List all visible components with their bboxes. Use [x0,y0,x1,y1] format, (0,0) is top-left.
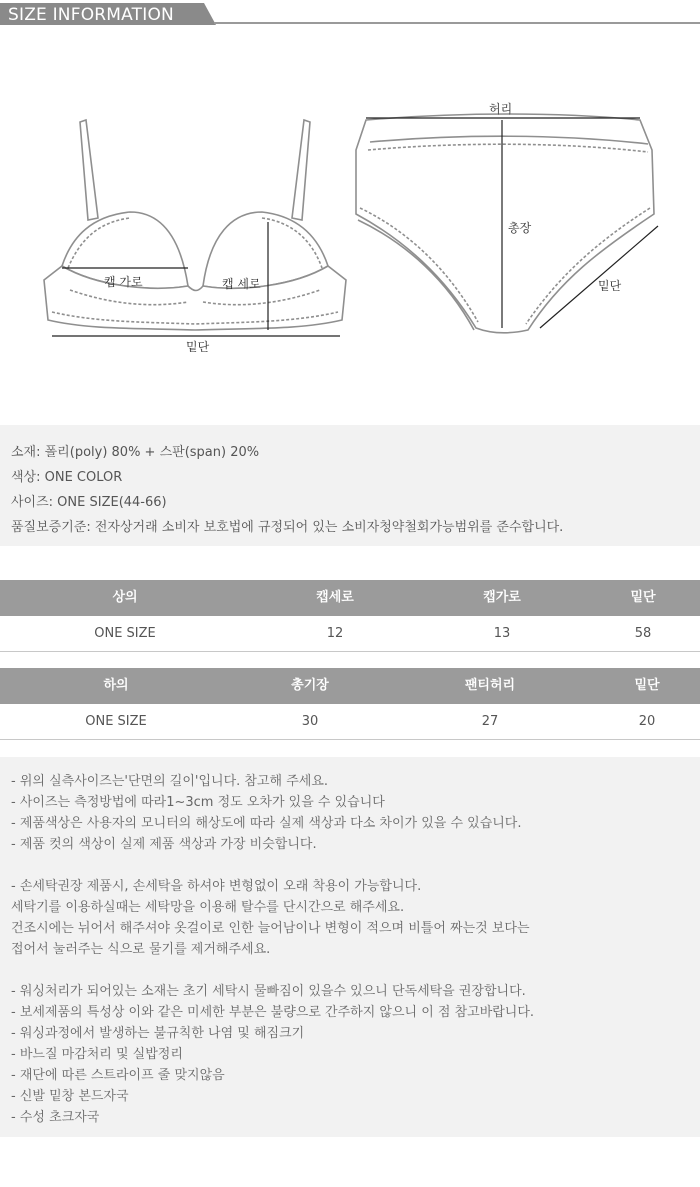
note-line: - 워싱과정에서 발생하는 불규칙한 나염 및 해짐크기 [11,1026,305,1041]
size-info: 사이즈: ONE SIZE(44-66) [11,495,167,510]
note-line: - 신발 밑창 본드자국 [11,1089,129,1104]
cup-width-label: 캡 가로 [104,275,143,289]
top-size-table [0,580,700,653]
note-line: 접어서 눌러주는 식으로 물기를 제거해주세요. [11,942,271,957]
table-cell: 27 [481,714,499,729]
table-cell: ONE SIZE [85,714,147,729]
panty-waist-label: 허리 [489,102,513,116]
note-line: 세탁기를 이용하실때는 세탁망을 이용해 탈수를 단시간으로 해주세요. [11,900,405,915]
section-header [0,0,700,28]
note-line: - 바느질 마감처리 및 실밥정리 [11,1047,183,1062]
measurement-diagram [0,90,700,370]
panty-hem-label: 밑단 [598,279,622,293]
table-cell: 58 [634,626,652,641]
header-divider [214,22,700,24]
table-header-row [0,580,700,616]
note-line: - 위의 실측사이즈는'단면의 길이'입니다. 참고해 주세요. [11,774,329,789]
table-header-cell: 캡세로 [316,590,354,605]
section-title: SIZE INFORMATION [8,5,174,25]
note-line: - 수성 초크자국 [11,1110,100,1125]
note-line: - 워싱처리가 되어있는 소재는 초기 세탁시 물빠짐이 있을수 있으니 단독세탁을 권장합니다. [11,984,526,999]
note-line: - 재단에 따른 스트라이프 줄 맞지않음 [11,1068,225,1083]
table-cell: 20 [638,714,656,729]
bottom-size-table [0,668,700,741]
product-info-box [0,425,700,546]
table-header-cell: 캡가로 [483,590,521,605]
table-header-cell: 총기장 [291,678,329,693]
panty-length-label: 총장 [508,221,532,235]
note-line: 건조시에는 뉘어서 해주셔야 옷걸이로 인한 늘어남이나 변형이 적으며 비틀어 짜는것 보다는 [11,921,530,936]
garment-illustration [0,90,700,370]
note-line: - 제품색상은 사용자의 모니터의 해상도에 따라 실제 색상과 다소 차이가 있을 수 있습니다. [11,816,522,831]
table-cell: ONE SIZE [94,626,156,641]
table-cell: 12 [326,626,344,641]
table-header-cell: 밑단 [630,590,656,605]
note-line: - 사이즈는 측정방법에 따라1~3cm 정도 오차가 있을 수 있습니다 [11,795,385,810]
table-row [0,616,700,652]
care-notes-box [0,757,700,1137]
material-info: 소재: 폴리(poly) 80% + 스판(span) 20% [11,445,260,460]
table-header-cell: 밑단 [634,678,660,693]
note-line: - 보세제품의 특성상 이와 같은 미세한 부분은 불량으로 간주하지 않으니 이 점 참고바랍니다. [11,1005,535,1020]
table-header-cell: 하의 [103,678,129,693]
table-header-cell: 팬티허리 [464,678,516,693]
table-cell: 30 [301,714,319,729]
table-row [0,704,700,740]
color-info: 색상: ONE COLOR [11,470,123,485]
table-header-row [0,668,700,704]
table-header-cell: 상의 [112,590,138,605]
note-line: - 제품 컷의 색상이 실제 제품 색상과 가장 비슷합니다. [11,837,317,852]
cup-height-label: 캡 세로 [222,277,261,291]
note-line: - 손세탁권장 제품시, 손세탁을 하셔야 변형없이 오래 착용이 가능합니다. [11,879,422,894]
warranty-info: 품질보증기준: 전자상거래 소비자 보호법에 규정되어 있는 소비자청약철회가능범위를 준수합니다. [11,520,564,535]
table-cell: 13 [493,626,511,641]
bra-underband-label: 밑단 [186,340,210,354]
